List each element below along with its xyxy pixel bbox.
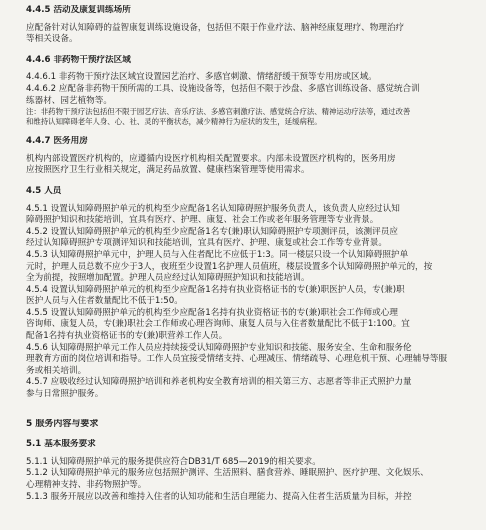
paragraph-line: 4.5.4 设置认知障碍照护单元的机构至少应配备1名持有执业资格证书的专(兼)职医护人员，专(兼)职 (26, 284, 405, 295)
paragraph-line: 参与日常照护服务。 (26, 389, 104, 400)
paragraph-line: 机构内部设置医疗机构的，应遵循内设医疗机构相关配置要求。内部未设置医疗机构的，医务用房 (26, 153, 396, 164)
paragraph-line: 4.5.3 认知障碍照护单元中，护理人员与入住者配比不应低于1:3。同一楼层只设一个认知障碍照护单 (26, 249, 409, 260)
paragraph-line: 配备1名持有执业资格证书的专(兼)职营养工作人员。 (26, 331, 228, 342)
paragraph-line: 元时，护理人员总数不应少于3人，夜班至少设置1名护理人员值班，楼层设置多个认知障碍照护单元的，按 (26, 261, 433, 272)
paragraph-line: 务或相关培训。 (26, 365, 87, 376)
section-4-4-7 (26, 136, 476, 177)
section-4-4-6 (26, 55, 476, 127)
paragraph-line: 等相关设备。 (26, 34, 78, 45)
paragraph-line: 医护人员与入住者数量配比不低于1:50。 (26, 296, 183, 307)
section-heading: 4.4.7 医务用房 (26, 136, 88, 147)
section-5-1 (26, 439, 476, 503)
paragraph-line: 应配备针对认知障碍的益智康复训练设施设备，包括但不限于作业疗法、脑神经康复理疗、物理治疗 (26, 22, 405, 33)
paragraph-line: 咨询师、康复人员，专(兼)职社会工作师或心理咨询师、康复人员与入住者数量配比不低于1:100。宜 (26, 319, 410, 330)
paragraph-line: 5.1.1 认知障碍照护单元的服务提供应符合DB31/T 685—2019的相关要求。 (26, 456, 321, 467)
paragraph-line: 4.5.1 设置认知障碍照护单元的机构至少应配备1名认知障碍照护服务负责人，该负责人应经过认知 (26, 203, 400, 214)
paragraph-line: 4.4.6.2 应配备非药物干预所需的工具、设施设备等，包括但不限于沙盘、多感官训练设备、感觉统合训 (26, 83, 420, 94)
section-5 (26, 419, 476, 431)
paragraph-line: 障碍照护知识和技能培训，宜具有医疗、护理、康复、社会工作或老年服务管理等专业背景。 (26, 215, 379, 226)
paragraph-line: 经过认知障碍照护专项测评知识和技能培训，宜具有医疗、护理、康复或社会工作等专业背景。 (26, 238, 387, 249)
paragraph-line: 4.5.6 认知障碍照护单元工作人员应持续接受认知障碍照护专业知识和技能、服务安全、生命和服务伦 (26, 342, 412, 353)
section-heading: 4.5 人员 (26, 185, 62, 196)
paragraph-line: 理教育方面的岗位培训和指导。工作人员宜接受情绪支持、心理减压、情绪疏导、心理危机干预、心理辅导等服 (26, 354, 448, 365)
paragraph-line: 5.1.3 服务开展应以改善和维持入住者的认知功能和生活自理能力、提高入住者生活质量为目标，并控 (26, 491, 412, 502)
section-heading: 5 服务内容与要求 (26, 418, 99, 429)
paragraph-line: 全为前提，按照增加配置。护理人员应经过认知障碍照护知识和技能培训。 (26, 273, 310, 284)
section-heading: 4.4.6 非药物干预疗法区域 (26, 54, 131, 65)
paragraph-line: 练器材、园艺植物等。 (26, 95, 112, 106)
paragraph-line: 4.5.2 设置认知障碍照护单元的机构至少应配备1名专(兼)职认知障碍照护专项测评员，该测评员应 (26, 226, 398, 237)
note-line: 注：非药物干预疗法包括但不限于园艺疗法、音乐疗法、多感官刺激疗法、感觉统合疗法、精神运动疗法等，通过改善 (26, 107, 411, 117)
paragraph-line: 4.5.5 设置认知障碍照护单元的机构至少应配备1名持有执业资格证书的专(兼)职社会工作师或心理 (26, 307, 398, 318)
paragraph-line: 5.1.2 认知障碍照护单元的服务应包括照护测评、生活照料、膳食营养、睡眠照护、医疗护理、文化娱乐、 (26, 468, 429, 479)
section-4-4-5 (26, 5, 476, 46)
paragraph-line: 4.5.7 应吸收经过认知障碍照护培训和养老机构安全教育培训的相关第三方、志愿者等非正式照护力量 (26, 377, 412, 388)
section-4-5 (26, 186, 476, 401)
note-line: 和维持认知障碍老年人身、心、社、灵的平衡状态，减少精神行为症状的发生，延缓病程。 (26, 117, 322, 127)
paragraph-line: 心理精神支持、非药物照护等。 (26, 480, 147, 490)
paragraph-line: 4.4.6.1 非药物干预疗法区域宜设置园艺治疗、多感官刺激、情绪舒缓干预等专用房或区域。 (26, 72, 377, 83)
section-heading: 4.4.5 活动及康复训练场所 (26, 5, 131, 15)
paragraph-line: 应按照医疗卫生行业相关规定，满足药品放置、健康档案管理等使用需求。 (26, 165, 310, 176)
section-heading: 5.1 基本服务要求 (26, 439, 96, 450)
